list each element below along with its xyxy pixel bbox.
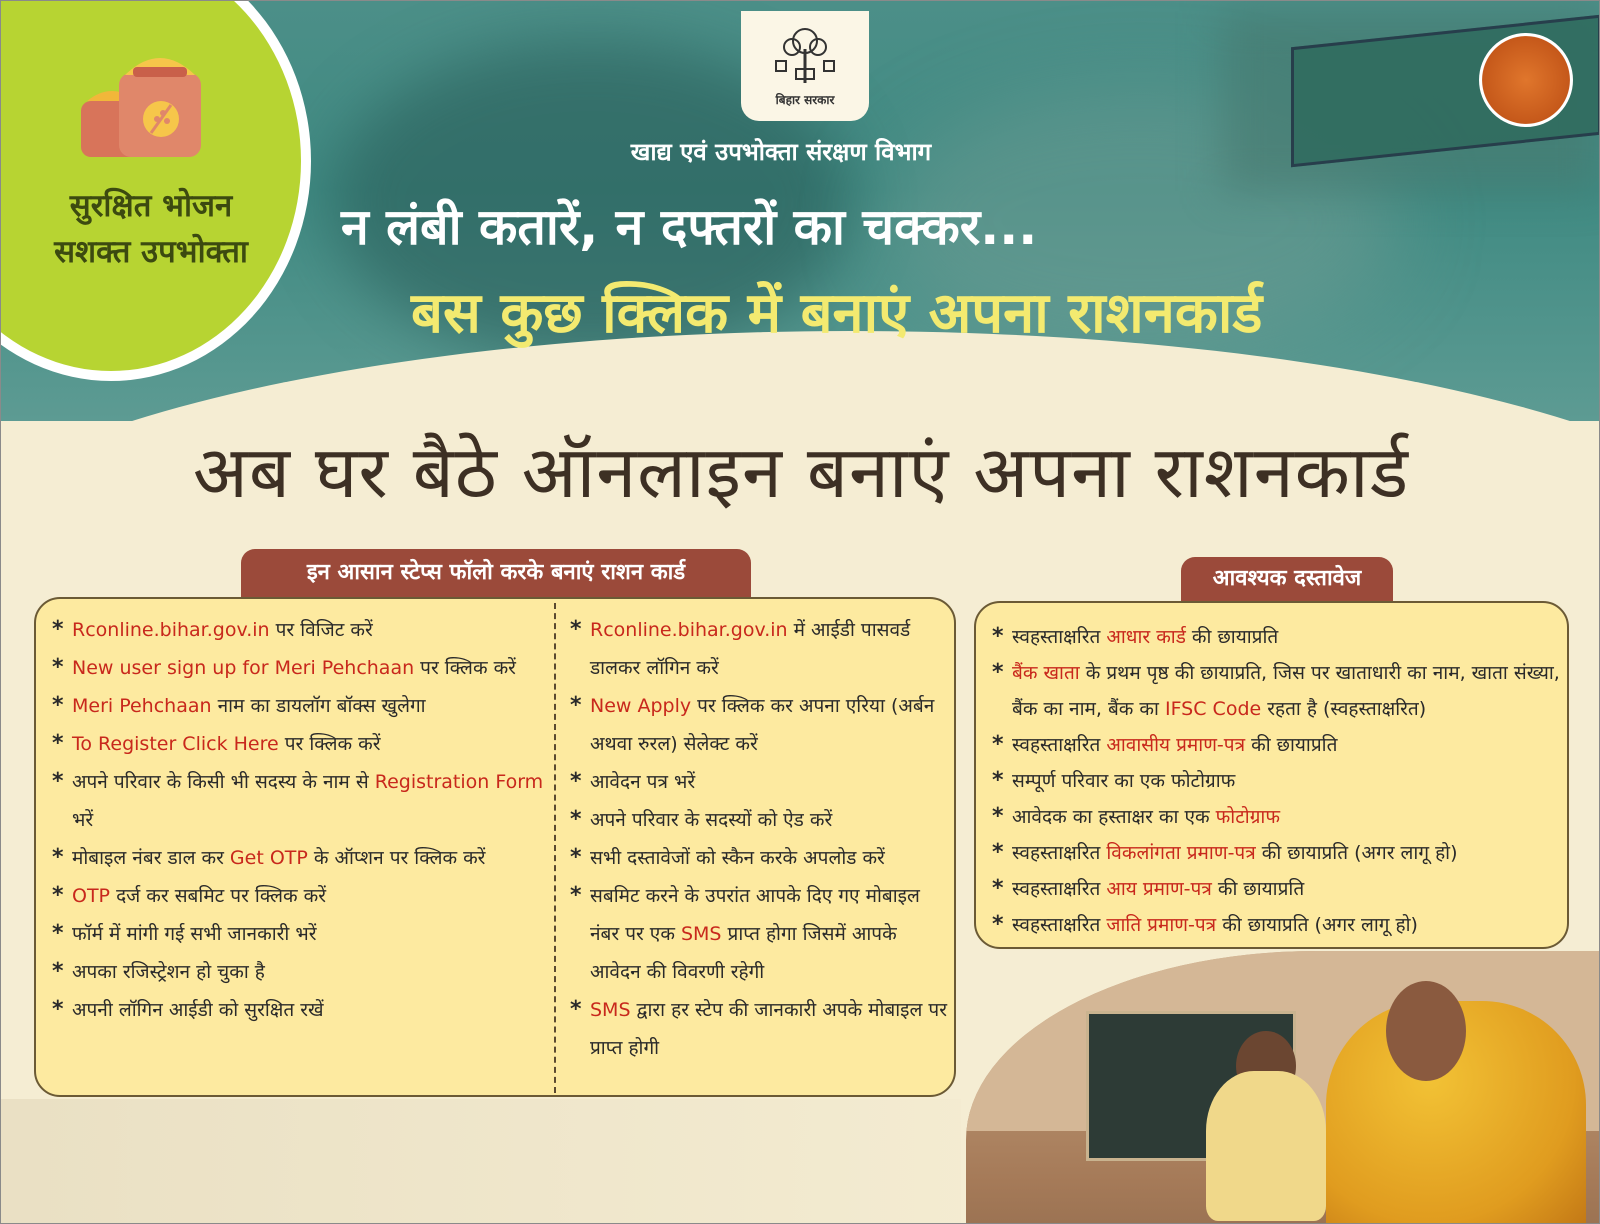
documents-list bbox=[990, 619, 1560, 943]
steps-title-tab: इन आसान स्टेप्स फॉलो करके बनाएं राशन कार्ड bbox=[241, 549, 751, 597]
column-divider bbox=[554, 603, 556, 1093]
step-item: * आवेदन पत्र भरें bbox=[568, 763, 950, 801]
document-item: * आवेदक का हस्ताक्षर का एक फोटोग्राफ bbox=[990, 799, 1560, 835]
step-item: * अपने परिवार के किसी भी सदस्य के नाम से Registration Form भरें bbox=[50, 763, 550, 839]
step-item: * New Apply पर क्लिक कर अपना एरिया (अर्बन अथवा रुरल) सेलेक्ट करें bbox=[568, 687, 950, 763]
document-item: * सम्पूर्ण परिवार का एक फोटोग्राफ bbox=[990, 763, 1560, 799]
step-item: * Rconline.bihar.gov.in पर विजिट करें bbox=[50, 611, 550, 649]
step-item: * अपने परिवार के सदस्यों को ऐड करें bbox=[568, 801, 950, 839]
steps-right-column bbox=[568, 611, 950, 1067]
document-item: * स्वहस्ताक्षरित जाति प्रमाण-पत्र की छायाप्रति (अगर लागू हो) bbox=[990, 907, 1560, 943]
documents-box bbox=[974, 601, 1569, 949]
step-item: * अपनी लॉगिन आईडी को सुरक्षित रखें bbox=[50, 991, 550, 1029]
step-item: * सबमिट करने के उपरांत आपके दिए गए मोबाइल नंबर पर एक SMS प्राप्त होगा जिसमें आपके आवेदन की विवरणी रहेगी bbox=[568, 877, 950, 991]
main-title: अब घर बैठे ऑनलाइन बनाएं अपना राशनकार्ड bbox=[192, 430, 1410, 514]
department-title: खाद्य एवं उपभोक्ता संरक्षण विभाग bbox=[630, 138, 932, 166]
step-item: * फॉर्म में मांगी गई सभी जानकारी भरें bbox=[50, 915, 550, 953]
document-item: * बैंक खाता के प्रथम पृष्ठ की छायाप्रति, जिस पर खाताधारी का नाम, खाता संख्या, बैंक का नाम, बैंक का IFSC Code रहता है (स्वहस्ताक्षरित) bbox=[990, 655, 1560, 727]
govt-logo bbox=[741, 11, 869, 121]
step-item: * OTP दर्ज कर सबमिट पर क्लिक करें bbox=[50, 877, 550, 915]
document-item: * स्वहस्ताक्षरित आवासीय प्रमाण-पत्र की छायाप्रति bbox=[990, 727, 1560, 763]
document-item: * स्वहस्ताक्षरित विकलांगता प्रमाण-पत्र की छायाप्रति (अगर लागू हो) bbox=[990, 835, 1560, 871]
step-item: * अपका रजिस्ट्रेशन हो चुका है bbox=[50, 953, 550, 991]
documents-title-tab: आवश्यक दस्तावेज bbox=[1181, 557, 1393, 601]
department-seal-icon bbox=[1479, 33, 1573, 127]
step-item: * New user sign up for Meri Pehchaan पर क्लिक करें bbox=[50, 649, 550, 687]
tagline-line1: सुरक्षित भोजन bbox=[69, 188, 233, 224]
step-item: * सभी दस्तावेजों को स्कैन करके अपलोड करें bbox=[568, 839, 950, 877]
govt-name: बिहार सरकार bbox=[775, 93, 835, 107]
step-item: * Meri Pehchaan नाम का डायलॉग बॉक्स खुलेगा bbox=[50, 687, 550, 725]
photo-man bbox=[1206, 1071, 1326, 1221]
step-item: * मोबाइल नंबर डाल कर Get OTP के ऑप्शन पर क्लिक करें bbox=[50, 839, 550, 877]
step-item: * To Register Click Here पर क्लिक करें bbox=[50, 725, 550, 763]
step-item: * SMS द्वारा हर स्टेप की जानकारी अपके मोबाइल पर प्राप्त होगी bbox=[568, 991, 950, 1067]
photo-woman-face bbox=[1386, 981, 1466, 1081]
steps-left-column bbox=[50, 611, 550, 1029]
tagline bbox=[41, 183, 261, 275]
background-fade bbox=[1, 1099, 961, 1224]
grain-sack-icon bbox=[73, 41, 213, 161]
steps-box bbox=[34, 597, 956, 1097]
bihar-emblem-icon bbox=[772, 25, 838, 85]
headline-line1: न लंबी कतारें, न दफ्तरों का चक्कर... bbox=[341, 198, 1038, 256]
document-item: * स्वहस्ताक्षरित आधार कार्ड की छायाप्रति bbox=[990, 619, 1560, 655]
office-photo bbox=[966, 951, 1600, 1224]
document-item: * स्वहस्ताक्षरित आय प्रमाण-पत्र की छायाप्रति bbox=[990, 871, 1560, 907]
tagline-line2: सशक्त उपभोक्ता bbox=[54, 234, 248, 270]
step-item: * Rconline.bihar.gov.in में आईडी पासवर्ड डालकर लॉगिन करें bbox=[568, 611, 950, 687]
headline-line2: बस कुछ क्लिक में बनाएं अपना राशनकार्ड bbox=[411, 281, 1263, 346]
